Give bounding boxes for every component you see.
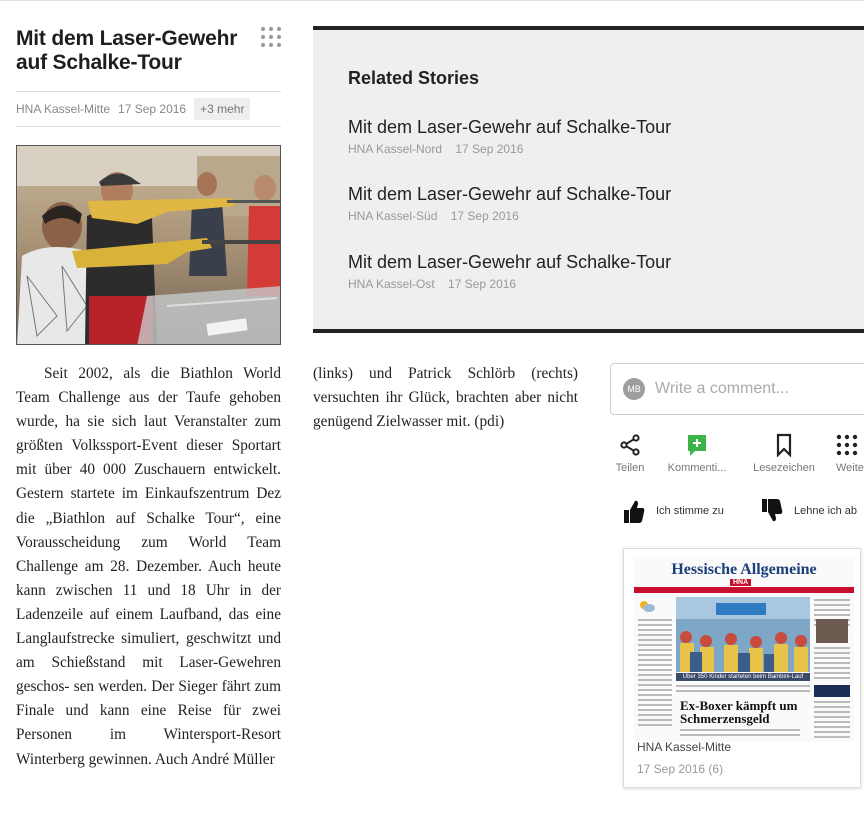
comment-label: Kommenti... bbox=[667, 462, 727, 474]
related-story-date: 17 Sep 2016 bbox=[450, 209, 519, 223]
agree-label: Ich stimme zu bbox=[656, 505, 724, 517]
newspaper-magazin-box bbox=[814, 685, 850, 697]
related-story-meta bbox=[348, 277, 864, 291]
newspaper-masthead: Hessische Allgemeine bbox=[671, 561, 817, 578]
newspaper-photo bbox=[676, 597, 810, 672]
related-stories-heading: Related Stories bbox=[348, 68, 480, 88]
related-story[interactable] bbox=[348, 183, 864, 223]
newspaper-text-block bbox=[680, 729, 800, 739]
disagree-button[interactable] bbox=[760, 498, 857, 524]
newspaper-edition-card[interactable] bbox=[623, 548, 861, 788]
article-paragraph: Seit 2002, als die Biathlon World Team Challenge aus der Taufe gehoben wurde, ha sie sich laut Veranstalter zum größten Volkssport-Event dieser Sportart mit über 40 000 Zuschauern entwickelt. Gestern startete im Einkaufszentrum Dez die „Biathlon auf Schalke Tour“, eine Vorausscheidung zum World Team Challenge am 28. Dezember. Auch heute kann zwischen 11 und 18 Uhr in der Ladenzeile auf einem Laufband, das eine Langlaufstrecke simuliert, geschwitzt und am Schießstand mit Laser-Gewehren geschos- sen werden. Der Sieger fährt zum Finale und kann eine Reise für zwei Personen im Wintersport-Resort Winterberg gewinnen. Auch André Müller bbox=[16, 365, 281, 768]
comment-input[interactable] bbox=[655, 380, 864, 398]
related-story-source: HNA Kassel-Süd bbox=[348, 209, 438, 223]
related-story[interactable] bbox=[348, 116, 864, 156]
edition-date-row bbox=[637, 762, 723, 776]
related-story-date: 17 Sep 2016 bbox=[455, 142, 524, 156]
newspaper-text-column bbox=[638, 619, 672, 729]
comment-box[interactable] bbox=[610, 363, 864, 415]
article-date: 17 Sep 2016 bbox=[118, 102, 187, 116]
article-meta bbox=[16, 91, 281, 127]
edition-date: 17 Sep 2016 bbox=[637, 762, 706, 776]
related-story-meta bbox=[348, 142, 864, 156]
newspaper-red-bar bbox=[634, 587, 854, 593]
share-label: Teilen bbox=[615, 462, 645, 474]
more-actions-button[interactable] bbox=[836, 432, 864, 474]
article-photo[interactable] bbox=[16, 145, 281, 345]
related-story-title[interactable]: Mit dem Laser-Gewehr auf Schalke-Tour bbox=[348, 252, 672, 272]
newspaper-text-block bbox=[676, 685, 810, 695]
hna-badge: HNA bbox=[730, 579, 751, 586]
newspaper-photo-caption: Über 350 Kinder starteten beim Bambini-Lauf bbox=[676, 673, 810, 681]
thumbs-down-icon bbox=[760, 498, 784, 524]
edition-count: (6) bbox=[708, 762, 724, 776]
related-story-title[interactable]: Mit dem Laser-Gewehr auf Schalke-Tour bbox=[348, 184, 672, 204]
article-source[interactable]: HNA Kassel-Mitte bbox=[16, 102, 111, 116]
related-story-meta bbox=[348, 209, 864, 223]
related-story[interactable] bbox=[348, 251, 864, 291]
related-story-source: HNA Kassel-Nord bbox=[348, 142, 443, 156]
edition-source: HNA Kassel-Mitte bbox=[637, 740, 732, 754]
related-story-title[interactable]: Mit dem Laser-Gewehr auf Schalke-Tour bbox=[348, 117, 672, 137]
drag-handle-icon[interactable] bbox=[260, 26, 282, 48]
article-title: Mit dem Laser-Gewehr auf Schalke-Tour bbox=[16, 27, 238, 74]
related-story-date: 17 Sep 2016 bbox=[448, 277, 517, 291]
share-button[interactable] bbox=[612, 432, 648, 474]
newspaper-text-column bbox=[814, 647, 850, 682]
article-body-column-1 bbox=[16, 362, 281, 772]
more-actions-label: Weite bbox=[836, 462, 864, 474]
disagree-label: Lehne ich ab bbox=[794, 505, 857, 517]
article-paragraph-continued: (links) und Patrick Schlörb (rechts) versuchten ihr Glück, brachten aber nicht genügend Zielwasser mit. (pdi) bbox=[313, 365, 578, 431]
share-icon bbox=[612, 432, 648, 458]
comment-button[interactable] bbox=[666, 432, 728, 474]
related-stories-panel bbox=[313, 26, 864, 333]
top-rule bbox=[0, 0, 864, 4]
related-story-source: HNA Kassel-Ost bbox=[348, 277, 435, 291]
bookmark-label: Lesezeichen bbox=[753, 462, 815, 474]
newspaper-headline: Ex-Boxer kämpft um Schmerzensgeld bbox=[680, 698, 798, 726]
add-comment-icon bbox=[666, 432, 728, 458]
more-dots-icon bbox=[836, 432, 864, 458]
newspaper-thumbnail[interactable] bbox=[634, 557, 854, 742]
article-body-column-2 bbox=[313, 362, 578, 434]
thumbs-up-icon bbox=[622, 498, 646, 524]
more-editions-button[interactable]: +3 mehr bbox=[194, 98, 250, 120]
agree-button[interactable] bbox=[622, 498, 724, 524]
bookmark-button[interactable] bbox=[750, 432, 818, 474]
user-avatar: MB bbox=[623, 378, 645, 400]
newspaper-portrait bbox=[816, 619, 848, 643]
newspaper-text-column bbox=[814, 701, 850, 741]
weather-icon bbox=[638, 599, 656, 618]
bookmark-icon bbox=[750, 432, 818, 458]
